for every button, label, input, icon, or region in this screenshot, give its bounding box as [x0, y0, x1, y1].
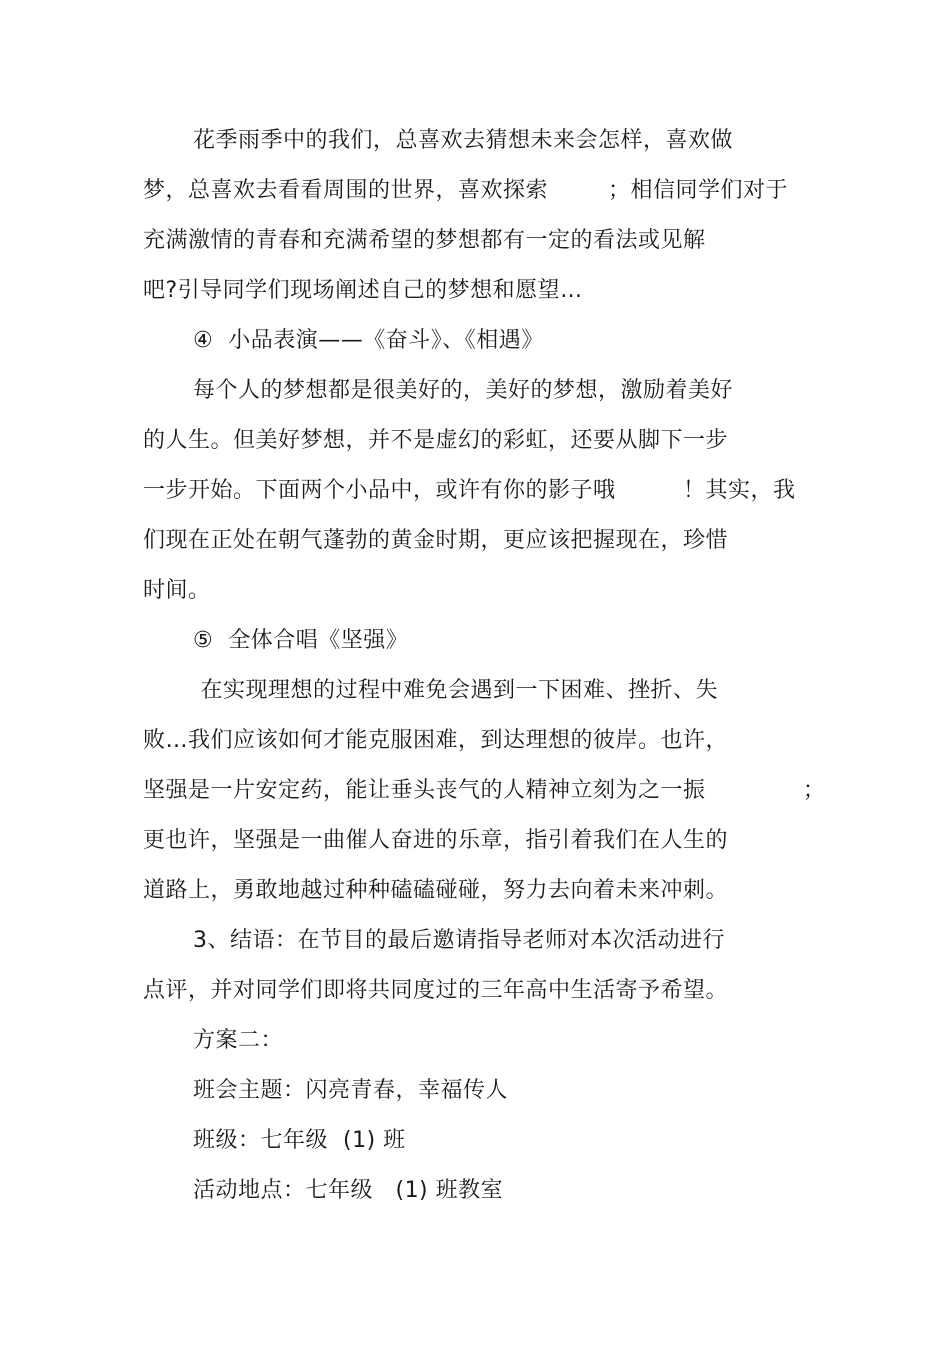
paragraph-line: 点评，并对同学们即将共同度过的三年高中生活寄予希望。 — [143, 978, 729, 1003]
paragraph-line: 吧?引导同学们现场阐述自己的梦想和愿望… — [143, 278, 583, 303]
paragraph-line: 梦，总喜欢去看看周围的世界，喜欢探索 ；相信同学们对于 — [143, 178, 788, 203]
section-heading: 方案二： — [193, 1028, 284, 1053]
paragraph-line: 3、结语：在节目的最后邀请指导老师对本次活动进行 — [193, 928, 725, 953]
paragraph-line: 每个人的梦想都是很美好的，美好的梦想，激励着美好 — [193, 378, 734, 403]
meta-line: 班级：七年级 (1) 班 — [193, 1128, 406, 1153]
meta-line: 班会主题：闪亮青春，幸福传人 — [193, 1078, 509, 1103]
paragraph-line: 道路上，勇敢地越过种种磕磕碰碰，努力去向着未来冲刺。 — [143, 878, 729, 903]
paragraph-line: 花季雨季中的我们，总喜欢去猜想未来会怎样，喜欢做 — [193, 128, 734, 153]
paragraph-line: 时间。 — [143, 578, 211, 603]
paragraph-line: 败…我们应该如何才能克服困难，到达理想的彼岸。也许， — [143, 728, 729, 753]
section-heading: ⑤ 全体合唱《坚强》 — [193, 628, 409, 653]
section-heading: ④ 小品表演——《奋斗》、《相遇》 — [193, 328, 544, 353]
paragraph-line: 一步开始。下面两个小品中，或许有你的影子哦 ！其实，我 — [143, 478, 796, 503]
paragraph-line: 的人生。但美好梦想，并不是虚幻的彩虹，还要从脚下一步 — [143, 428, 729, 453]
paragraph-line: 在实现理想的过程中难免会遇到一下困难、挫折、失 — [193, 678, 718, 703]
meta-line: 活动地点：七年级 (1) 班教室 — [193, 1178, 504, 1203]
paragraph-line: 坚强是一片安定药，能让垂头丧气的人精神立刻为之一振 ； — [143, 778, 826, 803]
paragraph-line: 充满激情的青春和充满希望的梦想都有一定的看法或见解 — [143, 228, 706, 253]
paragraph-line: 们现在正处在朝气蓬勃的黄金时期，更应该把握现在，珍惜 — [143, 528, 729, 553]
paragraph-line: 更也许，坚强是一曲催人奋进的乐章，指引着我们在人生的 — [143, 828, 729, 853]
